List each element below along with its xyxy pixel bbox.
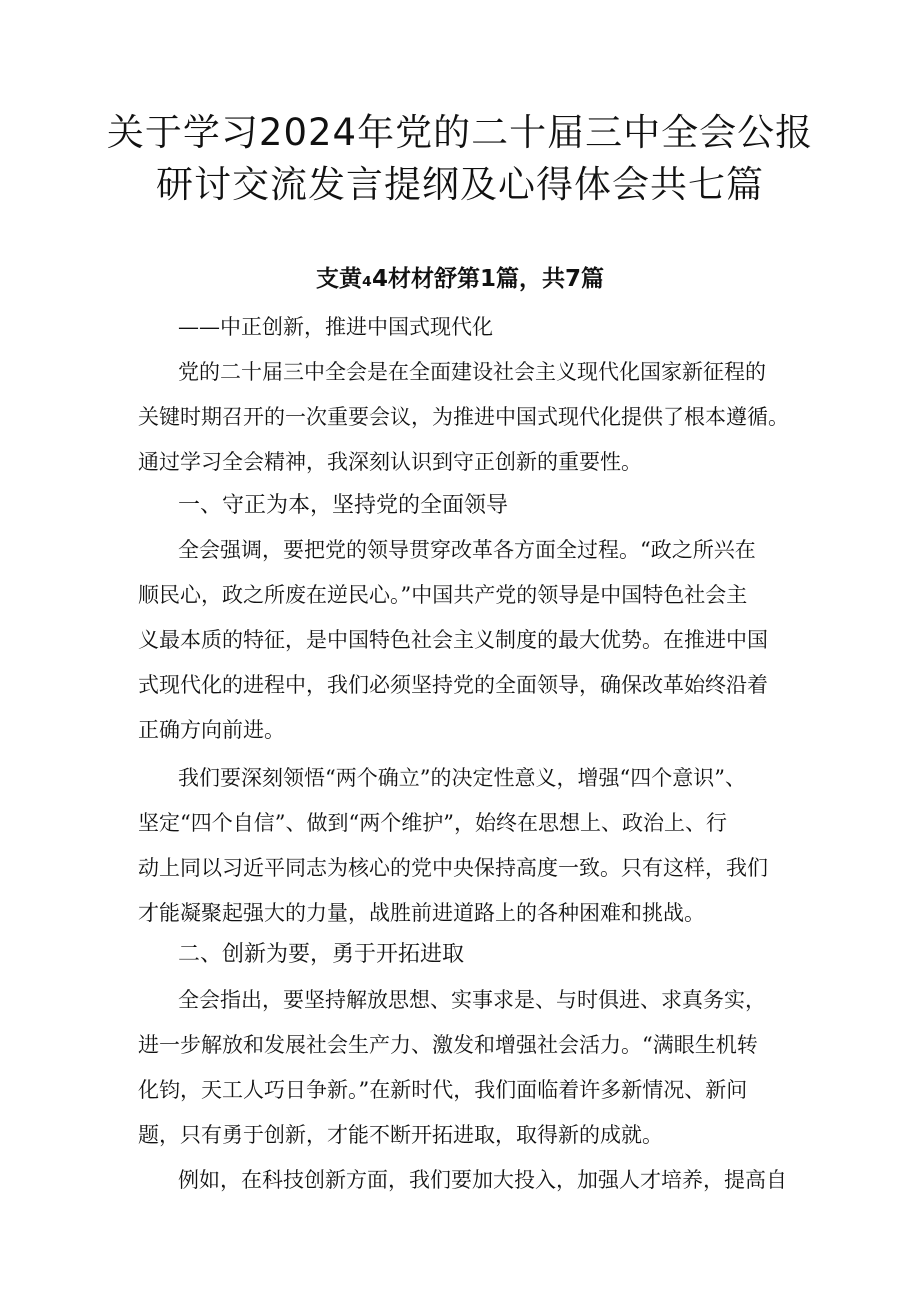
intro-line: 关键时期召开的一次重要会议，为推进中国式现代化提供了根本遵循。: [138, 405, 789, 429]
section-1-paragraph-2-line: 我们要深刻领悟“两个确立”的决定性意义，增强“四个意识”、: [178, 766, 746, 790]
section-2-paragraph-1-line: 题，只有勇于创新，才能不断开拓进取，取得新的成就。: [138, 1123, 663, 1147]
section-2-paragraph-1-line: 全会指出，要坚持解放思想、实事求是、与时俱进、求真务实，: [178, 988, 766, 1012]
subtitle: ——中正创新，推进中国式现代化: [178, 315, 493, 339]
section-1-paragraph-2-line: 坚定“四个自信”、做到“两个维护”，始终在思想上、政治上、行: [138, 811, 727, 835]
section-1-paragraph-2-line: 动上同以习近平同志为核心的党中央保持高度一致。只有这样，我们: [138, 856, 768, 880]
chapter-heading: 支黄₄4材材舒第1篇，共7篇: [315, 266, 605, 292]
intro-line: 通过学习全会精神，我深刻认识到守正创新的重要性。: [138, 450, 642, 474]
section-1-paragraph-1-line: 全会强调，要把党的领导贯穿改革各方面全过程。“政之所兴在: [178, 538, 756, 562]
section-1-heading: 一、守正为本，坚持党的全面领导: [178, 493, 509, 518]
section-1-paragraph-1-line: 义最本质的特征，是中国特色社会主义制度的最大优势。在推进中国: [138, 628, 768, 652]
section-2-paragraph-2-line: 例如，在科技创新方面，我们要加大投入，加强人才培养，提高自: [178, 1168, 787, 1192]
section-2-paragraph-1-line: 进一步解放和发展社会生产力、激发和增强社会活力。“满眼生机转: [138, 1033, 758, 1057]
section-1-paragraph-2-line: 才能凝聚起强大的力量，战胜前进道路上的各种困难和挑战。: [138, 901, 705, 925]
document-title-line-2: 研讨交流发言提纲及心得体会共七篇: [156, 163, 764, 206]
section-1-paragraph-1-line: 式现代化的进程中，我们必须坚持党的全面领导，确保改革始终沿着: [138, 673, 768, 697]
intro-line: 党的二十届三中全会是在全面建设社会主义现代化国家新征程的: [178, 360, 766, 384]
section-2-paragraph-1-line: 化钧，天工人巧日争新。”在新时代，我们面临着许多新情况、新问: [138, 1078, 748, 1102]
document-title-line-1: 关于学习2024年党的二十届三中全会公报: [106, 111, 814, 154]
section-1-paragraph-1-line: 顺民心，政之所废在逆民心。”中国共产党的领导是中国特色社会主: [138, 583, 748, 607]
section-1-paragraph-1-line: 正确方向前进。: [138, 718, 285, 742]
section-2-heading: 二、创新为要，勇于开拓进取: [178, 942, 465, 967]
